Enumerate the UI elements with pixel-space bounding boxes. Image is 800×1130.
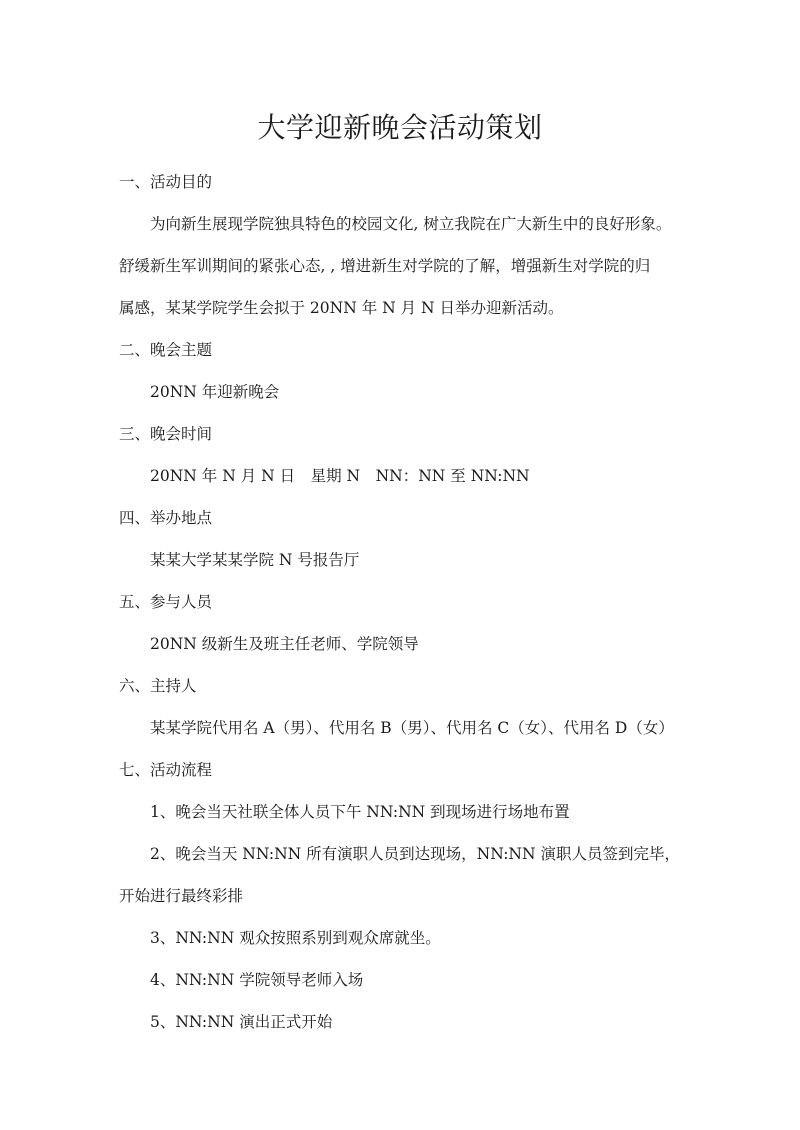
process-step-5: 5、NN:NN 演出正式开始 bbox=[150, 1013, 333, 1031]
section-heading-hosts: 六、主持人 bbox=[119, 677, 197, 695]
participants-text: 20NN 级新生及班主任老师、学院领导 bbox=[150, 635, 419, 653]
theme-text: 20NN 年迎新晚会 bbox=[150, 383, 280, 401]
purpose-paragraph-line-2: 舒缓新生军训期间的紧张心态, , 增进新生对学院的了解，增强新生对学院的归 bbox=[119, 257, 651, 275]
process-step-4: 4、NN:NN 学院领导老师入场 bbox=[150, 971, 364, 989]
time-text: 20NN 年 N 月 N 日 星期 N NN：NN 至 NN:NN bbox=[150, 467, 530, 485]
section-heading-venue: 四、举办地点 bbox=[119, 509, 213, 527]
document-title: 大学迎新晚会活动策划 bbox=[257, 111, 543, 144]
section-heading-process: 七、活动流程 bbox=[119, 761, 213, 779]
hosts-text: 某某学院代用名 A（男）、代用名 B（男）、代用名 C（女）、代用名 D（女） bbox=[150, 719, 674, 737]
section-heading-theme: 二、晚会主题 bbox=[119, 341, 213, 359]
section-heading-purpose: 一、活动目的 bbox=[119, 173, 213, 191]
process-step-2-line-1: 2、晚会当天 NN:NN 所有演职人员到达现场，NN:NN 演职人员签到完毕， bbox=[150, 845, 680, 863]
process-step-1: 1、晚会当天社联全体人员下午 NN:NN 到现场进行场地布置 bbox=[150, 803, 570, 821]
purpose-paragraph-line-1: 为向新生展现学院独具特色的校园文化, 树立我院在广大新生中的良好形象。 bbox=[150, 215, 672, 233]
process-step-2-line-2: 开始进行最终彩排 bbox=[119, 887, 244, 905]
process-step-3: 3、NN:NN 观众按照系别到观众席就坐。 bbox=[150, 929, 441, 947]
section-heading-time: 三、晚会时间 bbox=[119, 425, 213, 443]
venue-text: 某某大学某某学院 N 号报告厅 bbox=[150, 551, 360, 569]
section-heading-participants: 五、参与人员 bbox=[119, 593, 213, 611]
purpose-paragraph-line-3: 属感，某某学院学生会拟于 20NN 年 N 月 N 日举办迎新活动。 bbox=[119, 299, 564, 317]
